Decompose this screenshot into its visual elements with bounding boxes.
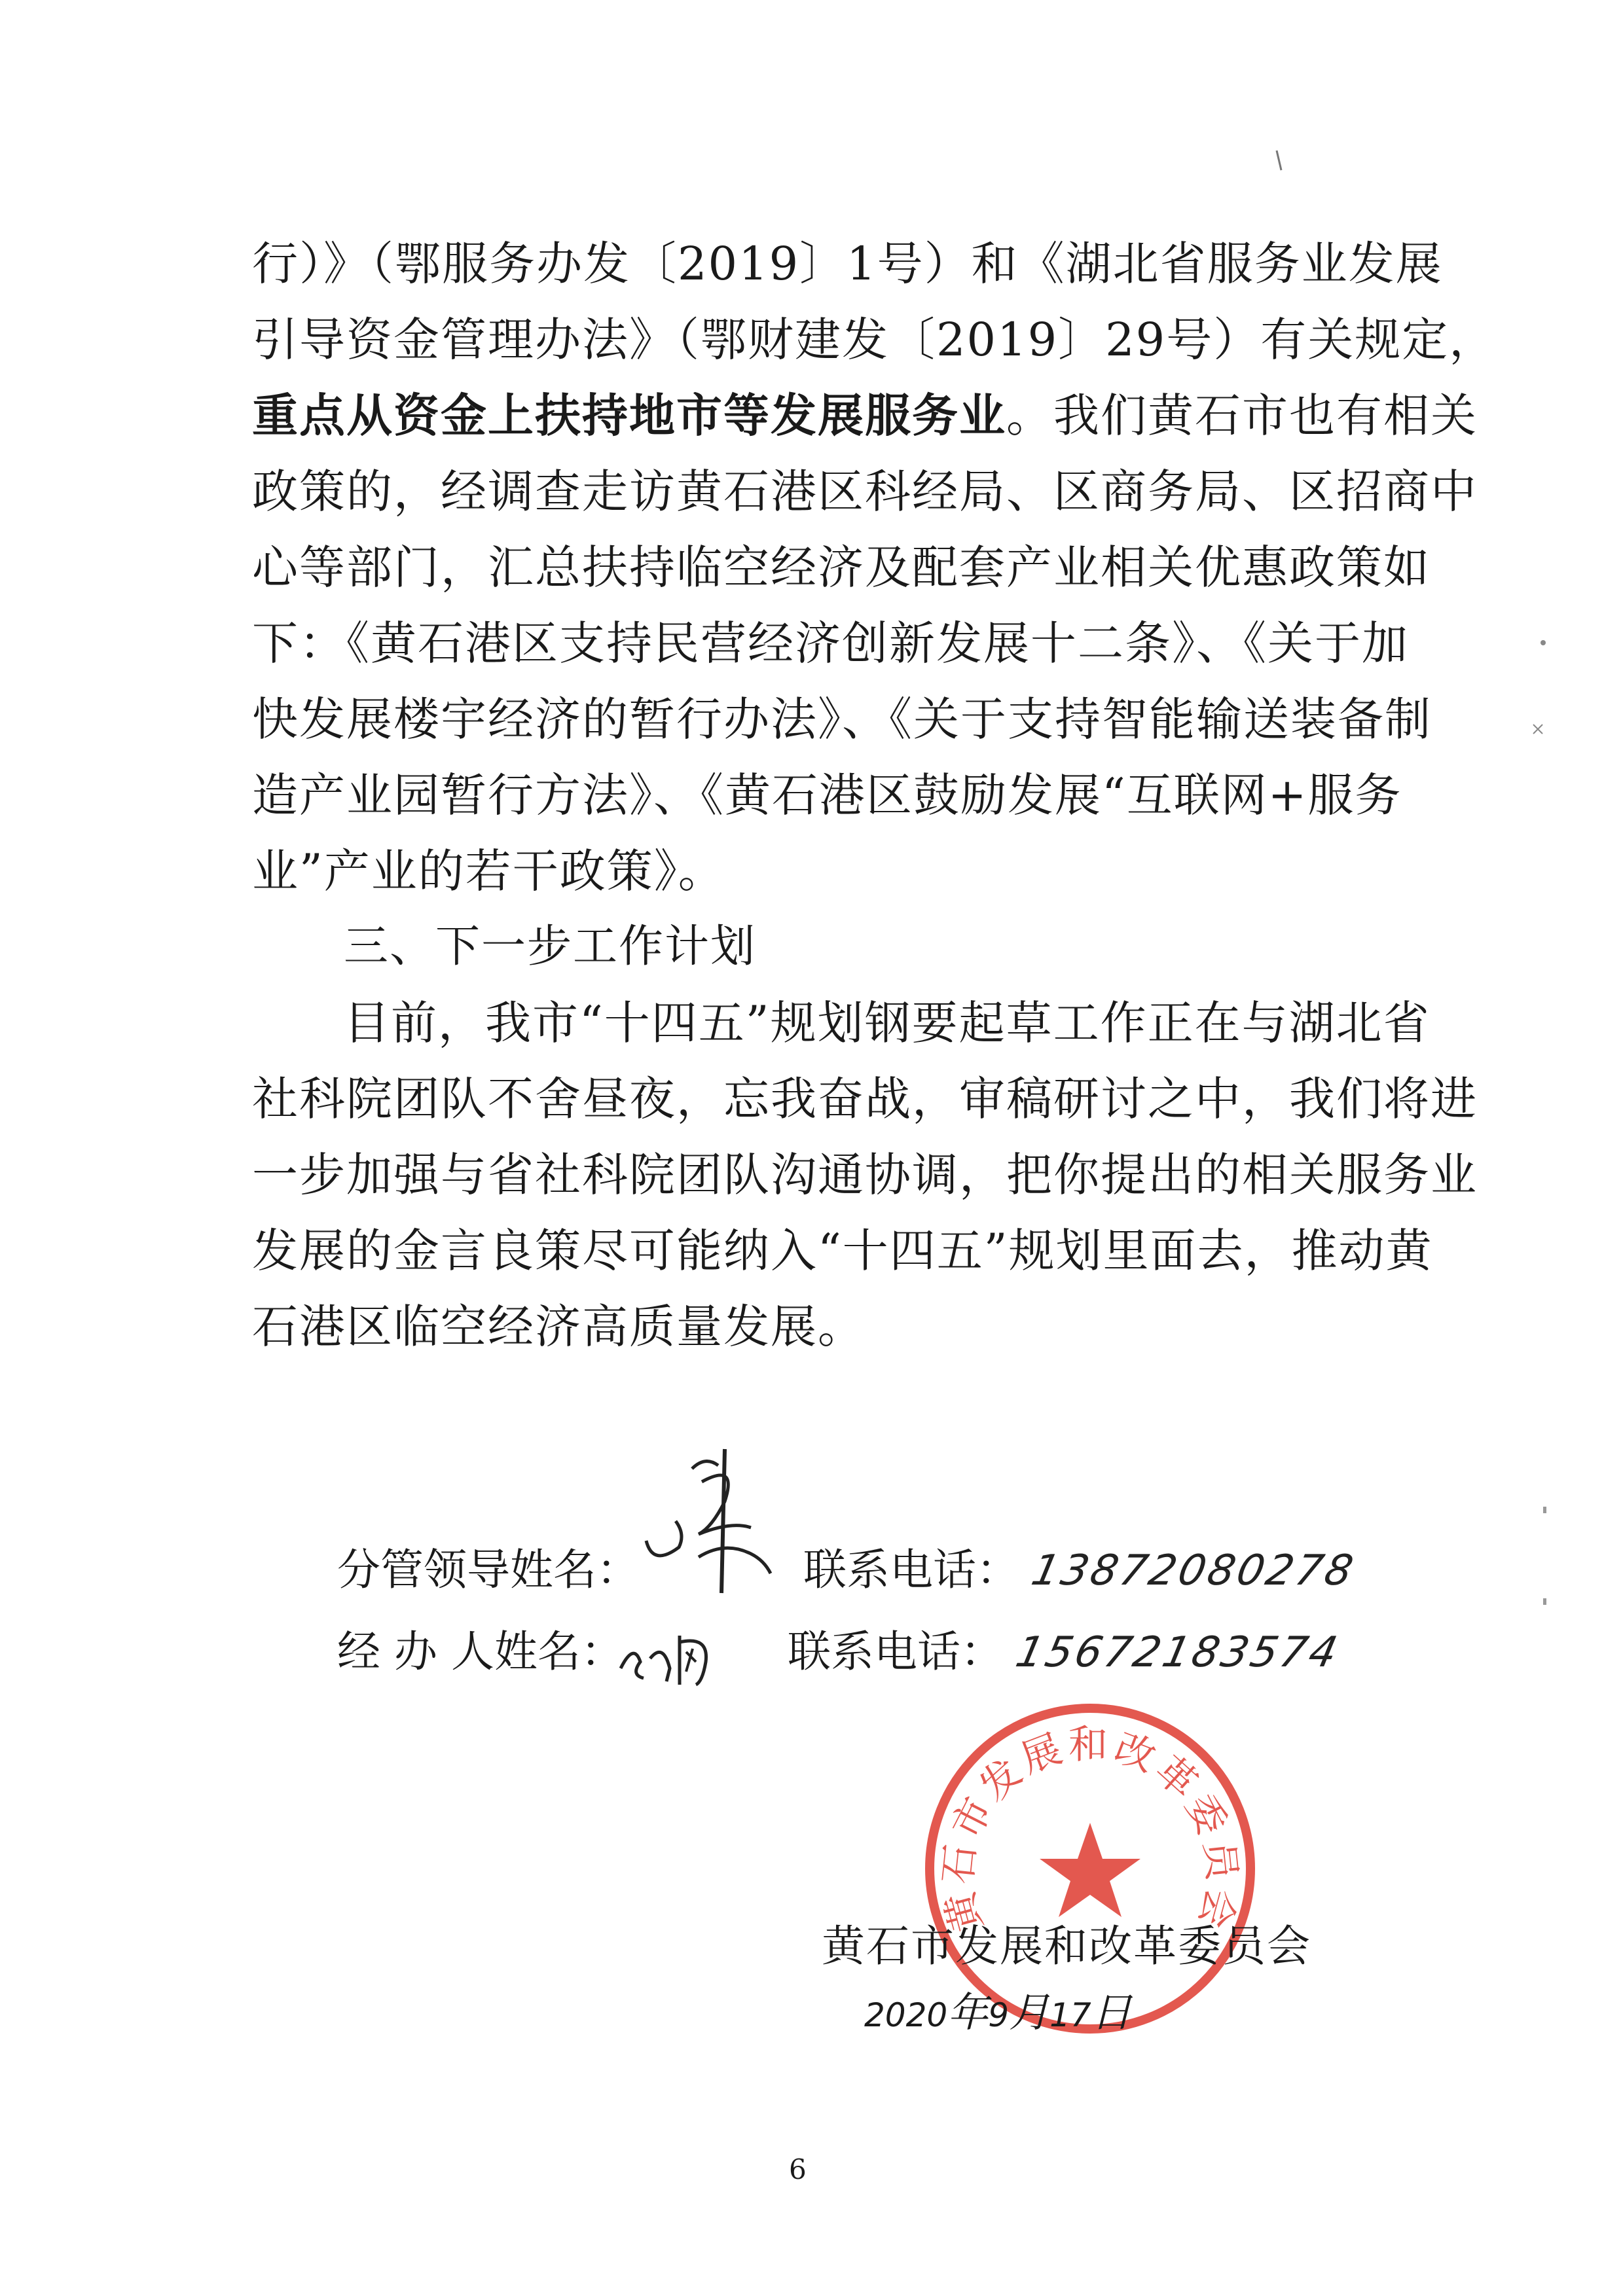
date-day: 17 [1049,1996,1091,2034]
seal-text: 黄石市发展和改革委员会 [934,1721,1246,1937]
paragraph1-line-6: 下：《黄石港区支持民营经济创新发展十二条》、《关于加 [252,617,1409,670]
page-number: 6 [789,2153,807,2185]
contact-leader [337,1535,1360,1597]
scan-speck [1539,638,1548,647]
paragraph1-line-9: 业”产业的若干政策》。 [252,844,725,898]
paragraph1-line-3 [252,378,1478,454]
document-body [252,226,1497,1365]
paragraph1-line-8: 造产业园暂行方法》、《黄石港区鼓励发展“互联网+服务 [252,768,1402,822]
scan-speck [1542,1597,1548,1607]
signing-date [864,1980,1132,2038]
paragraph1-line-4: 政策的，经调查走访黄石港区科经局、区商务局、区招商中 [252,465,1478,518]
paragraph1-line-5: 心等部门，汇总扶持临空经济及配套产业相关优惠政策如 [252,541,1431,594]
paragraph1-line-7: 快发展楼宇经济的暂行办法》、《关于支持智能输送装备制 [252,692,1432,746]
paragraph2-line-2: 社科院团队不舍昼夜，忘我奋战，审稿研讨之中，我们将进 [252,1072,1478,1126]
paragraph1-line-2: 引导资金管理办法》（鄂财建发〔2019〕29号）有关规定， [252,313,1497,367]
after-bold-text: 。我们黄石市也有相关 [1006,389,1478,442]
scan-speck [1532,723,1544,735]
organization-name: 黄石市发展和改革委员会 [822,1921,1311,1971]
section-heading: 三、下一步工作计划 [344,921,757,973]
scan-speck [1273,147,1286,173]
date-year: 2020 [864,1996,948,2034]
paragraph1-line-1: 行）》（鄂服务办发〔2019〕1号）和《湖北省服务业发展 [252,237,1443,291]
leader-signature-icon [640,1554,790,1593]
scan-speck [1542,1505,1548,1516]
paragraph2-line-1: 目前，我市“十四五”规划钢要起草工作正在与湖北省 [344,996,1431,1050]
handler-phone-label: 联系电话： [787,1626,1004,1677]
handler-phone: 15672183574 [1012,1628,1344,1677]
paragraph2-line-5: 石港区临空经济高质量发展。 [252,1300,865,1354]
leader-name-label: 分管领导姓名： [337,1545,640,1595]
handler-name-label: 经 办 人姓名： [337,1626,624,1677]
paragraph2-line-4: 发展的金言良策尽可能纳入“十四五”规划里面去，推动黄 [252,1224,1433,1278]
paragraph2-line-3: 一步加强与省社科院团队沟通协调，把你提出的相关服务业 [252,1148,1478,1202]
handler-signature-icon [624,1636,775,1675]
date-month: 9 [988,1996,1010,2034]
date-year-suffix: 年 [947,1988,989,2036]
date-month-suffix: 月 [1009,1988,1050,2036]
leader-phone: 13872080278 [1027,1547,1360,1595]
date-day-suffix: 日 [1091,1988,1132,2036]
bold-phrase: 重点从资金上扶持地市等发展服务业 [252,389,1006,442]
leader-phone-label: 联系电话： [803,1545,1019,1595]
contact-handler [337,1617,1344,1679]
